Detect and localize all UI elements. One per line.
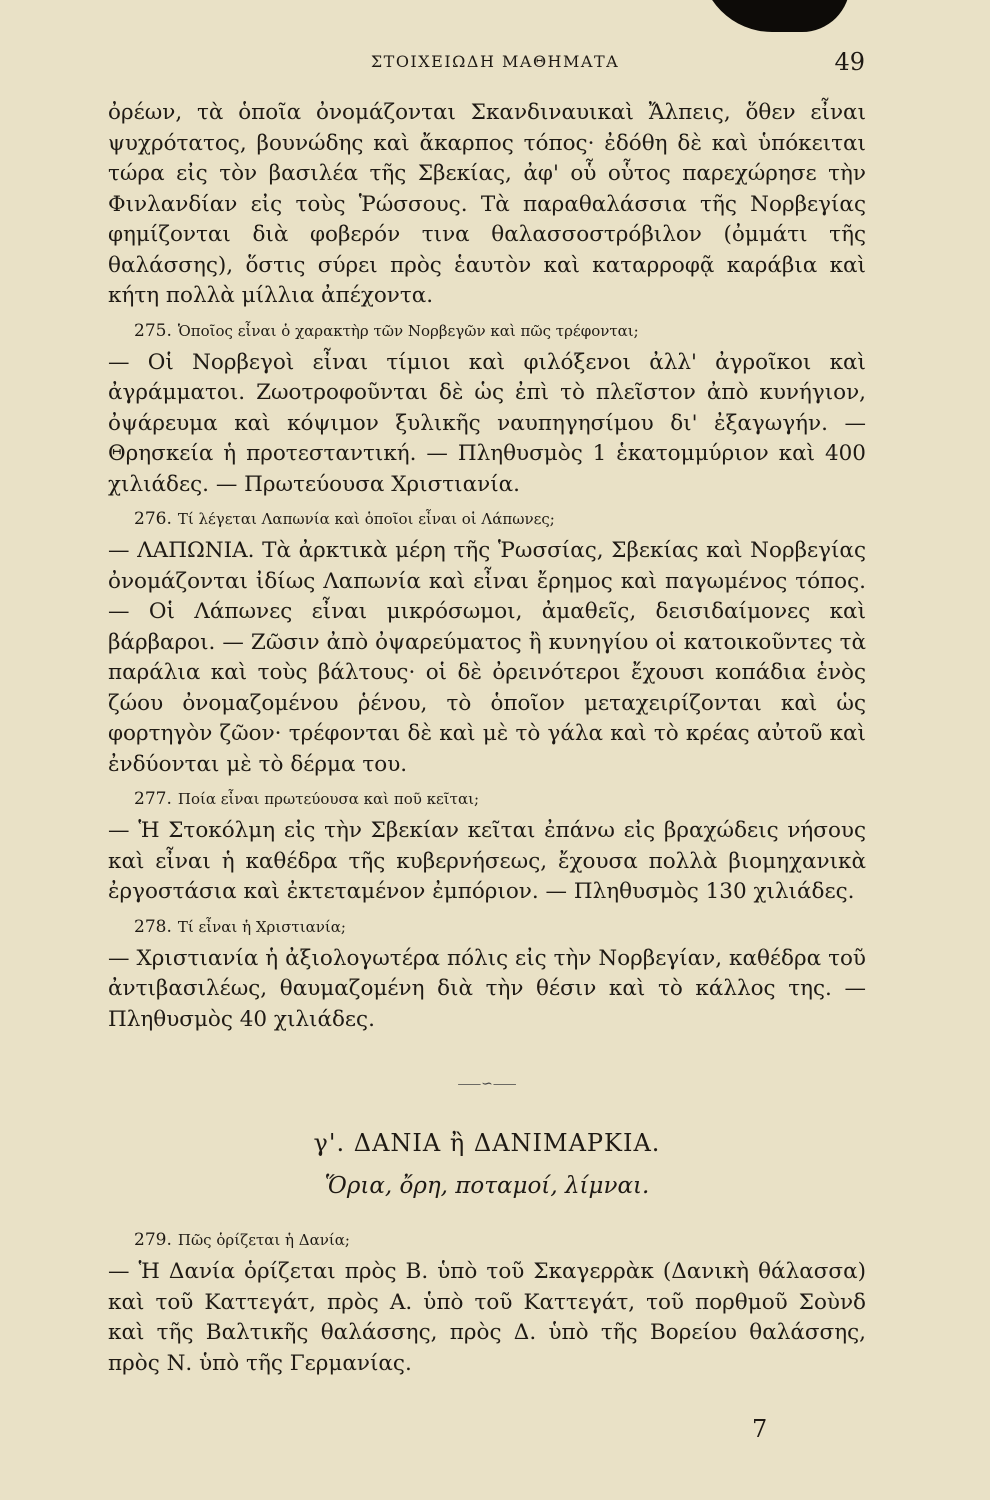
question-text: Ὁποῖος εἶναι ὁ χαρακτὴρ τῶν Νορβεγῶν καὶ πῶς τρέφονται; xyxy=(177,321,639,340)
question xyxy=(108,320,866,342)
question xyxy=(108,1229,866,1251)
question-text: Ποία εἶναι πρωτεύουσα καὶ ποῦ κεῖται; xyxy=(177,790,480,808)
paragraph: — ΛΑΠΩΝΙΑ. Τὰ ἀρκτικὰ μέρη τῆς Ῥωσσίας, Σβεκίας καὶ Νορβεγίας ὀνομάζονται ἰδίως Λαπωνία καὶ εἶναι ἔρημος καὶ παγωμένος τόπος. — Οἱ Λάπωνες εἶναι μικρόσωμοι, ἀμαθεῖς, δεισιδαίμονες καὶ βάρβαροι. — Ζῶσιν ἀπὸ ὀψαρεύματος ἢ κυνηγίου οἱ κατοικοῦντες τὰ παράλια καὶ τοὺς βάλτους· οἱ δὲ ὀρεινότεροι ἔχουσι κοπάδια ἑνὸς ζώου ὀνομαζομένου ῥένου, τὸ ὁποῖον μεταχειρίζονται καὶ ὡς φορτηγὸν ζῶον· τρέφονται δὲ καὶ μὲ τὸ γάλα καὶ τὸ κρέας αὐτοῦ καὶ ἐνδύονται μὲ τὸ δέρμα του. xyxy=(108,538,866,777)
question-number: 277. xyxy=(134,789,172,809)
ornament-divider: ⸺∽⸺ xyxy=(457,1076,517,1092)
section-title: γ'. ΔΑΝΙΑ ἢ ΔΑΝΙΜΑΡΚΙΑ. xyxy=(313,1129,661,1157)
question-text: Πῶς ὁρίζεται ἡ Δανία; xyxy=(177,1231,350,1249)
question-number: 276. xyxy=(134,509,172,529)
paragraph: ὀρέων, τὰ ὁποῖα ὀνομάζονται Σκανδιναυικαὶ Ἄλπεις, ὅθεν εἶναι ψυχρότατος, βουνώδης καὶ ἄκαρπος τόπος· ἐδόθη δὲ καὶ ὑπόκειται τώρα εἰς τὸν βασιλέα τῆς Σβεκίας, ἀφ' οὗ οὗτος παρεχώρησε τὴν Φινλανδίαν εἰς τοὺς Ῥώσσους. Τὰ παραθαλάσσια τῆς Νορβεγίας φημίζονται διὰ φοβερόν τινα θαλασσοστρόβιλον (ὀμμάτι τῆς θαλάσσης), ὅστις σύρει πρὸς ἑαυτὸν καὶ καταρροφᾷ καράβια καὶ κήτη πολλὰ μίλλια ἀπέχοντα. xyxy=(108,100,866,308)
section-subtitle: Ὅρια, ὄρη, ποταμοί, λίμναι. xyxy=(324,1173,650,1199)
signature-mark: 7 xyxy=(752,1415,768,1443)
question-text: Τί λέγεται Λαπωνία καὶ ὁποῖοι εἶναι οἱ Λάπωνες; xyxy=(177,510,555,528)
question xyxy=(108,508,866,530)
question xyxy=(108,788,866,810)
ink-blot xyxy=(700,0,850,32)
paragraph: — Ἡ Στοκόλμη εἰς τὴν Σβεκίαν κεῖται ἐπάνω εἰς βραχώδεις νήσους καὶ εἶναι ἡ καθέδρα τῆς κυβερνήσεως, ἔχουσα πολλὰ βιομηχανικὰ ἐργοστάσια καὶ ἐκτεταμένον ἐμπόριον. — Πληθυσμὸς 130 χιλιάδες. xyxy=(108,818,866,904)
page-body xyxy=(108,98,866,1379)
question-number: 275. xyxy=(134,320,172,341)
question-text: Τί εἶναι ἡ Χριστιανία; xyxy=(177,917,346,936)
question-number: 278. xyxy=(134,916,172,937)
paragraph: — Οἱ Νορβεγοὶ εἶναι τίμιοι καὶ φιλόξενοι ἀλλ' ἀγροῖκοι καὶ ἀγράμματοι. Ζωοτροφοῦνται δὲ ὡς ἐπὶ τὸ πλεῖστον ἀπὸ κυνήγιον, ὀψάρευμα καὶ κόψιμον ξυλικῆς ναυπηγησίμου δι' ἐξαγωγήν. — Θρησκεία ἡ προτεσταντική. — Πληθυσμὸς 1 ἑκατομμύριον καὶ 400 χιλιάδες. — Πρωτεύουσα Χριστιανία. xyxy=(108,349,866,497)
paragraph: — Χριστιανία ἡ ἀξιολογωτέρα πόλις εἰς τὴν Νορβεγίαν, καθέδρα τοῦ ἀντιβασιλέως, θαυμαζομένη διὰ τὴν θέσιν καὶ τὸ κάλλος της. — Πληθυσμὸς 40 χιλιάδες. xyxy=(108,945,866,1032)
page-header xyxy=(0,48,990,82)
running-title: ΣΤΟΙΧΕΙΩΔΗ ΜΑΘΗΜΑΤΑ xyxy=(370,52,620,71)
paragraph: — Ἡ Δανία ὁρίζεται πρὸς Β. ὑπὸ τοῦ Σκαγερρὰκ (Δανικὴ θάλασσα) καὶ τοῦ Καττεγάτ, πρὸς Α. ὑπὸ τοῦ Καττεγάτ, τοῦ πορθμοῦ Σοὺνδ καὶ τῆς Βαλτικῆς θαλάσσης, πρὸς Δ. ὑπὸ τῆς Βορείου θαλάσσης, πρὸς Ν. ὑπὸ τῆς Γερμανίας. xyxy=(108,1259,866,1376)
question xyxy=(108,916,866,938)
question-number: 279. xyxy=(134,1230,172,1250)
page-number: 49 xyxy=(834,48,865,76)
